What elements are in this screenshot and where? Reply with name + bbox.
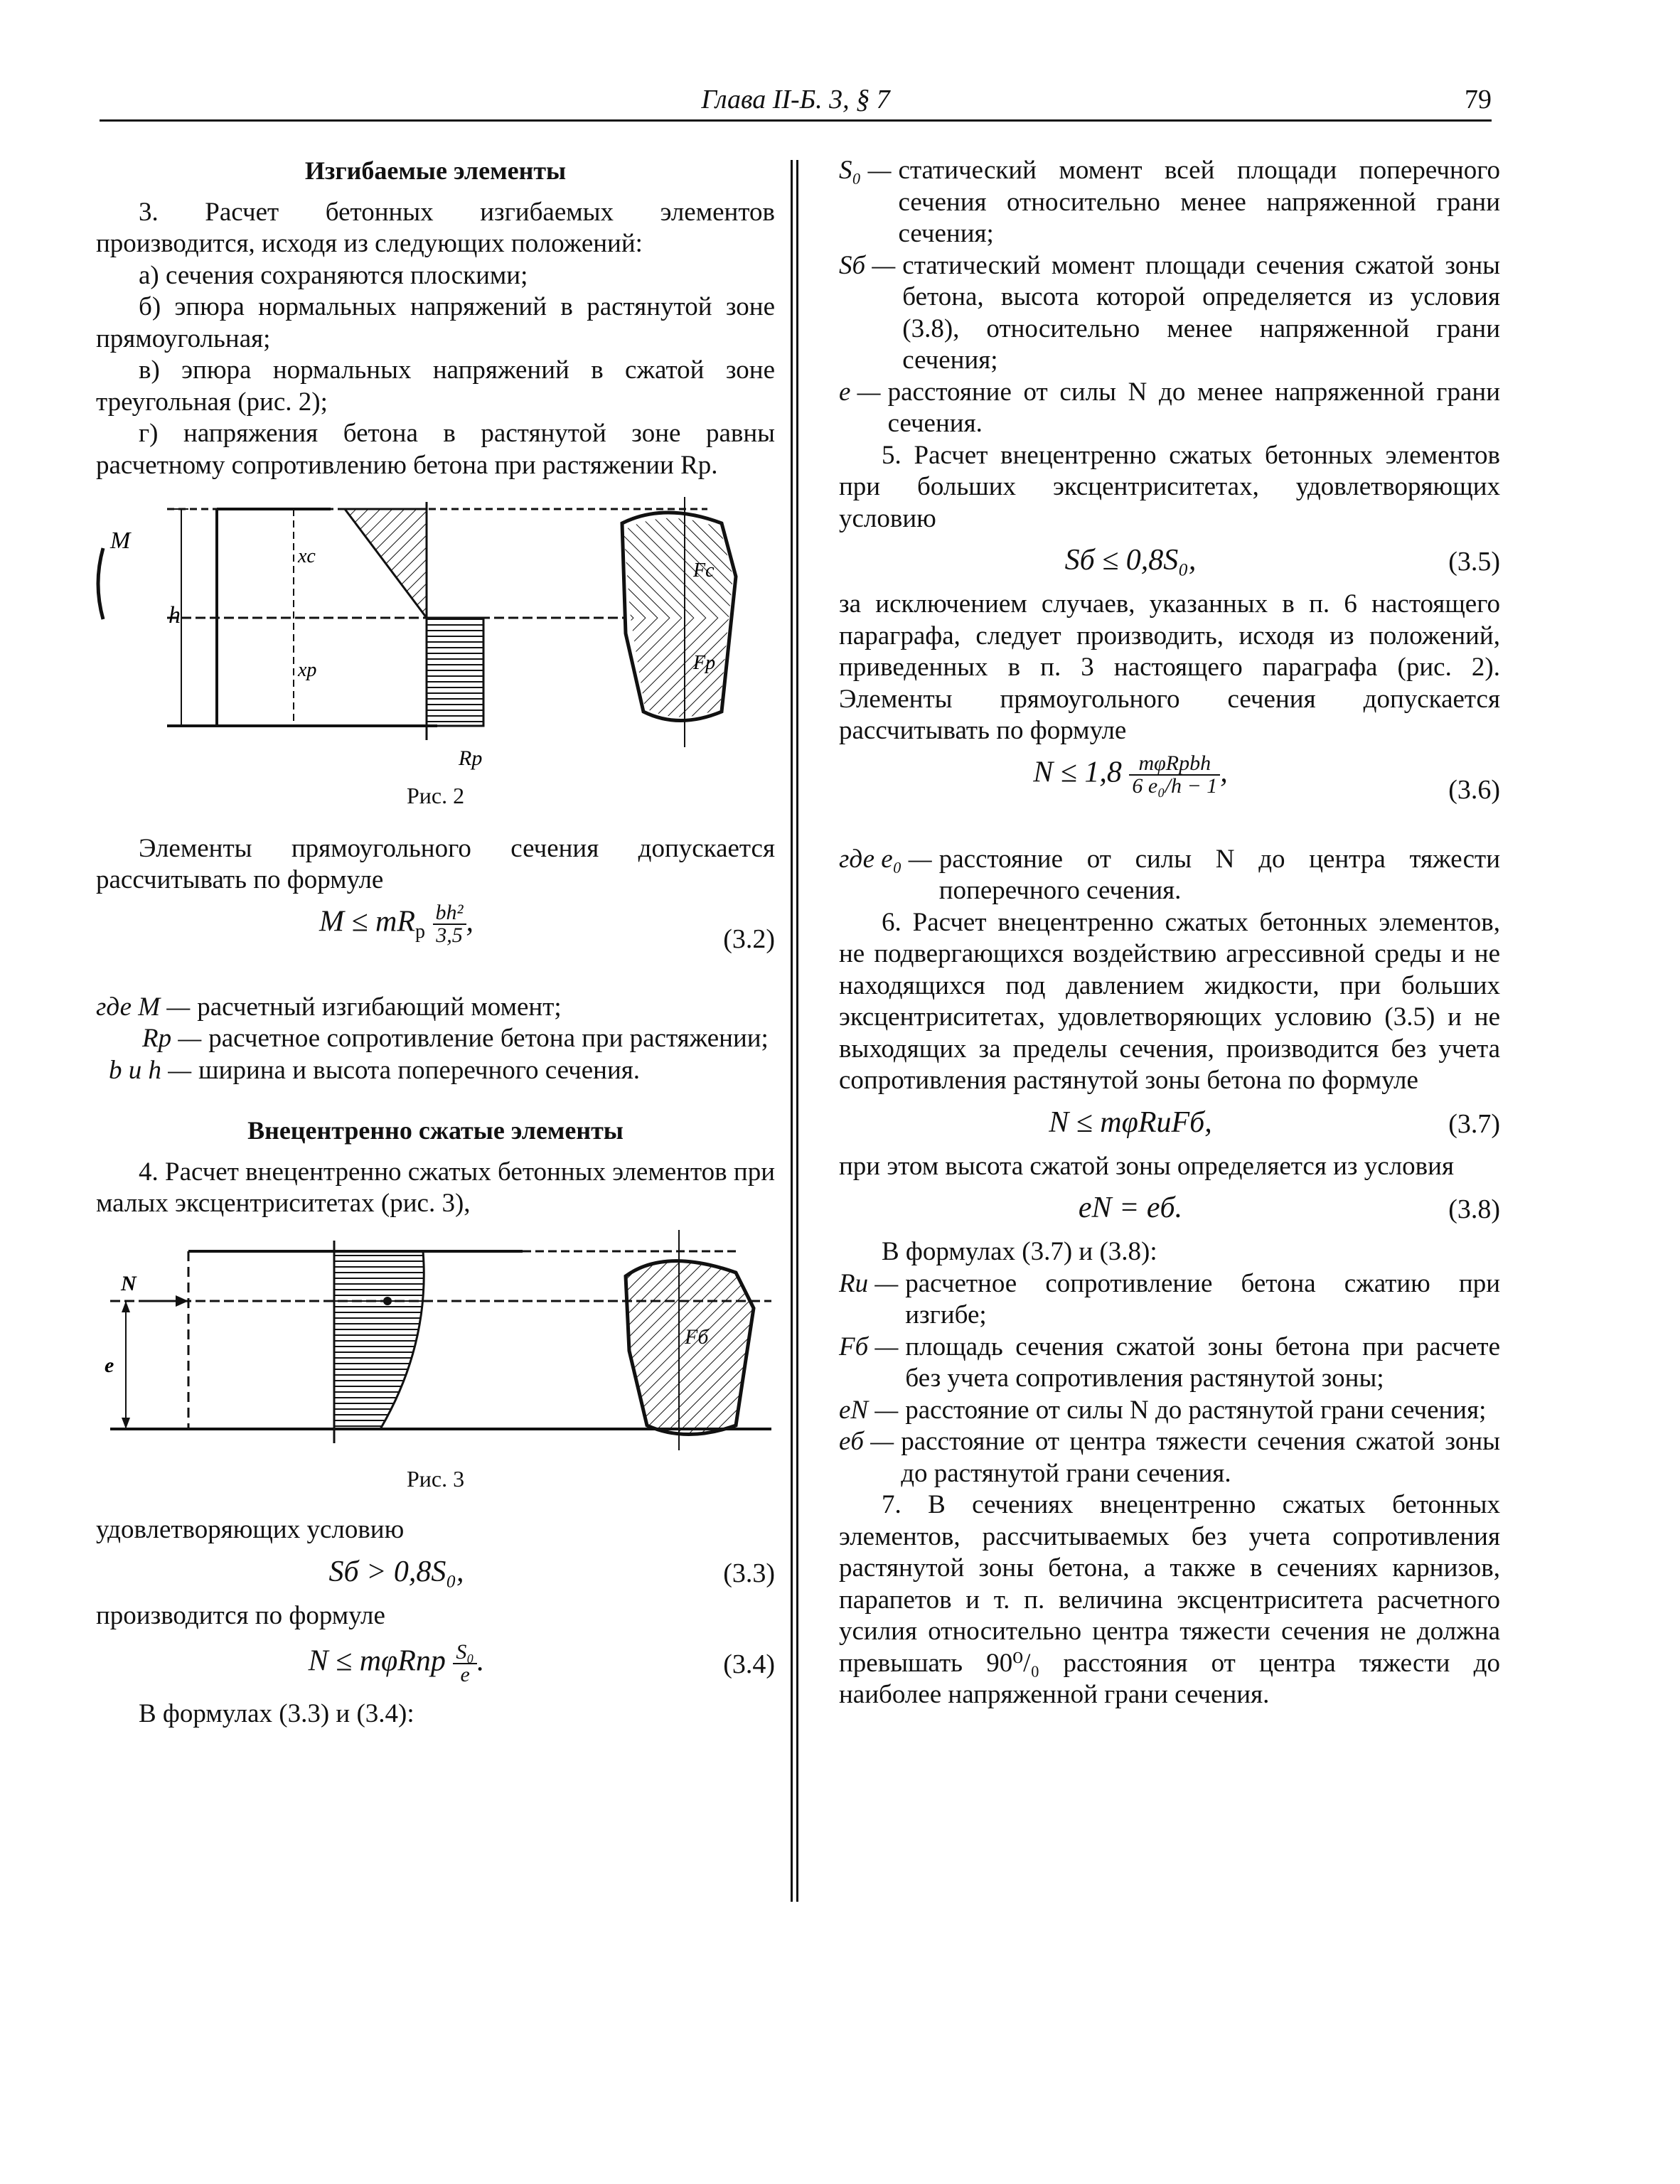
fig2-label-h: h	[168, 602, 181, 628]
section-heading-eccentric: Внецентренно сжатые элементы	[247, 1116, 624, 1145]
eq32-sub: р	[415, 920, 426, 943]
definition-rp: Rр — расчетное сопротивление бетона при растяжении;	[142, 1024, 769, 1053]
equation-3-4: N ≤ mφRпр $\frac{\text{S₀}}{e}$ . (3.4)	[308, 1640, 775, 1686]
running-header	[100, 84, 1492, 122]
fig2-label-m: M	[110, 528, 131, 554]
paragraph-3-item-a: а) сечения сохраняются плоскими;	[139, 260, 528, 290]
section-heading-bending: Изгибаемые элементы	[304, 156, 567, 185]
fig3-label-fb: Fб	[685, 1324, 709, 1349]
fig3-label-e: e	[105, 1353, 114, 1377]
definition-e: e — расстояние от силы N до менее напряженной грани сечения.	[839, 377, 1500, 438]
fig2-label-fp: Fр	[693, 652, 716, 674]
definition-s0: S₀ — статический момент всей площади поперечного сечения относительно менее напряженной грани сечения;	[839, 156, 1500, 248]
definition-bh: b и h — ширина и высота поперечного сечения.	[109, 1055, 641, 1085]
fig3-label-n: N	[121, 1271, 137, 1295]
eq32-lhs: M ≤ mR	[319, 905, 416, 938]
definition-m: где M — расчетный изгибающий момент;	[96, 992, 562, 1022]
paragraph-5: 5. Расчет внецентренно сжатых бетонных элементов при больших эксцентриситетах, удовлетворяющих условию	[839, 440, 1500, 533]
paragraph-4: 4. Расчет внецентренно сжатых бетонных элементов при малых эксцентриситетах (рис. 3),	[96, 1157, 775, 1218]
fig2-label-fc: Fс	[693, 560, 715, 582]
paragraph-3-intro: 3. Расчет бетонных изгибаемых элементов производится, исходя из следующих положений:	[96, 197, 775, 258]
figure-2-caption: Рис. 2	[406, 783, 465, 808]
eq32-num: bh²	[433, 902, 466, 925]
paragraph-3-item-b: б) эпюра нормальных напряжений в растянутой зоне прямоугольная;	[96, 292, 775, 353]
paragraph-7: 7. В сечениях внецентренно сжатых бетонных элементов, рассчитываемых без учета сопротивления растянутой зоны бетона, а также в сечениях карнизов, парапетов и т. п. величина эксцентриситета расчетного усилия относительно центра тяжести сечения не должна превышать 90⁰/₀ расстояния от центра тяжести до наиболее напряженной грани сечения.	[839, 1490, 1500, 1709]
equation-3-2	[96, 902, 775, 986]
paragraph-3-item-c: в) эпюра нормальных напряжений в сжатой зоне треугольная (рис. 2);	[96, 355, 775, 417]
paragraph-rectangular: Элементы прямоугольного сечения допускается рассчитывать по формуле	[96, 833, 775, 894]
figure-2-drawing	[96, 491, 775, 776]
paragraph-3-item-d: г) напряжения бетона в растянутой зоне равны расчетному сопротивлению бетона при растяжении Rр.	[96, 419, 775, 480]
paragraph-5-cont: за исключением случаев, указанных в п. 6 настоящего параграфа, следует производить, исходя из положений, приведенных в п. 3 настоящего параграфа (рис. 2). Элементы прямоугольного сечения допускается рассчитывать по формуле	[839, 589, 1500, 745]
right-column	[839, 155, 1500, 1711]
equation-3-3: Sб > 0,8S₀, (3.3)	[328, 1555, 775, 1588]
figure-3	[96, 1230, 775, 1450]
page-number: 79	[1465, 85, 1492, 114]
eq32-number: (3.2)	[723, 924, 775, 954]
definition-fb: Fб — площадь сечения сжатой зоны бетона при расчете без учета сопротивления растянутой зоны;	[839, 1332, 1500, 1393]
equation-3-6: N ≤ 1,8 $\frac{\text{mφRрbh}}{\text{6 e₀/h − 1}}$ , (3.6)	[1033, 751, 1500, 805]
fig2-label-xc: xс	[298, 545, 316, 567]
definition-ri: Rи — расчетное сопротивление бетона сжатию при изгибе;	[839, 1268, 1500, 1329]
column-divider	[791, 160, 798, 1902]
paragraph-6-cont: при этом высота сжатой зоны определяется из условия	[839, 1151, 1454, 1181]
fig2-label-xp: xр	[298, 659, 317, 681]
fig2-label-rp: Rр	[459, 746, 483, 770]
equation-3-5: Sб ≤ 0,8S₀, (3.5)	[1064, 544, 1500, 577]
paragraph-4-cont2: производится по формуле	[96, 1600, 385, 1630]
definition-sb: Sб — статический момент площади сечения сжатой зоны бетона, высота которой определяется из условия (3.8), относительно менее напряженной грани сечения;	[839, 250, 1500, 375]
definition-e0: где e₀ — расстояние от силы N до центра тяжести поперечного сечения.	[839, 844, 1500, 905]
running-title: Глава II-Б. 3, § 7	[701, 85, 890, 114]
eq32-tail: ,	[466, 905, 474, 938]
paragraph-4-cont: удовлетворяющих условию	[96, 1515, 405, 1544]
figure-3-caption: Рис. 3	[406, 1465, 465, 1492]
paragraph-6: 6. Расчет внецентренно сжатых бетонных элементов, не подвергающихся воздействию агрессивной среды и не находящихся под давлением жидкости, при больших эксцентриситетах, удовлетворяющих условию (3.5) и не выходящих за пределы сечения, производится без учета сопротивления растянутой зоны бетона по формуле	[839, 907, 1500, 1095]
figure-3-drawing	[96, 1230, 775, 1450]
definition-eb: eб — расстояние от центра тяжести сечения сжатой зоны до растянутой грани сечения.	[839, 1427, 1500, 1488]
paragraph-in-formulas-2: В формулах (3.7) и (3.8):	[882, 1237, 1157, 1266]
paragraph-in-formulas: В формулах (3.3) и (3.4):	[139, 1699, 414, 1728]
figure-2	[96, 491, 775, 776]
equation-3-7: N ≤ mφRиFб, (3.7)	[1049, 1106, 1500, 1139]
equation-3-8: eN = eб. (3.8)	[1078, 1192, 1500, 1224]
left-column	[96, 155, 775, 1730]
eq32-den: 3,5	[436, 923, 463, 947]
definition-en: eN — расстояние от силы N до растянутой грани сечения;	[839, 1395, 1487, 1425]
